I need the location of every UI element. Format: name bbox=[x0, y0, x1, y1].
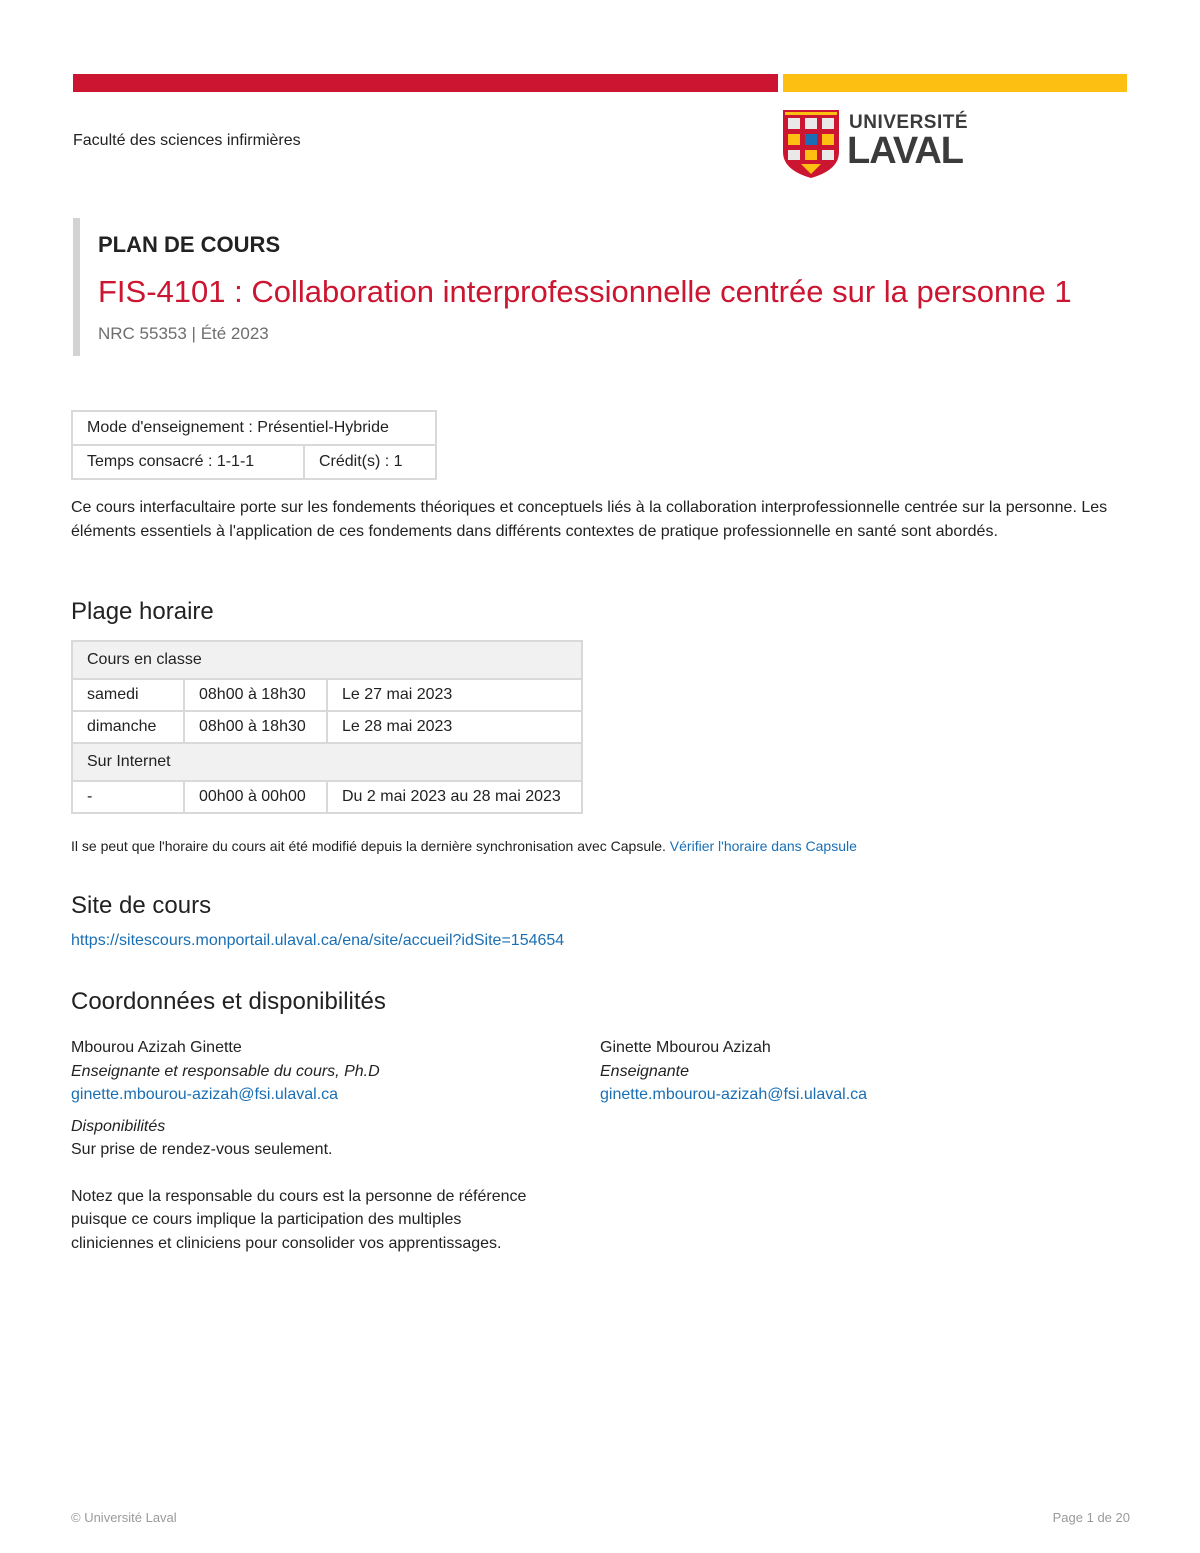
table-row bbox=[72, 445, 436, 479]
time-allocation-cell: Temps consacré : 1-1-1 bbox=[72, 445, 304, 479]
teaching-mode-table bbox=[71, 410, 437, 480]
coat-of-arms-icon bbox=[781, 108, 841, 180]
table-row bbox=[72, 411, 436, 445]
section-label: Cours en classe bbox=[72, 641, 582, 679]
course-title-block bbox=[73, 218, 1140, 356]
table-row bbox=[72, 679, 582, 711]
schedule-note-text: Il se peut que l'horaire du cours ait été modifié depuis la dernière synchronisation avec Capsule. bbox=[71, 838, 666, 854]
faculty-name: Faculté des sciences infirmières bbox=[73, 132, 301, 149]
date-cell: Le 27 mai 2023 bbox=[327, 679, 582, 711]
brand-bar-gold bbox=[783, 74, 1127, 92]
contacts-heading: Coordonnées et disponibilités bbox=[71, 988, 386, 1015]
contact-role: Enseignante et responsable du cours, Ph.D bbox=[71, 1062, 380, 1080]
schedule-note bbox=[71, 838, 857, 854]
footer-copyright: © Université Laval bbox=[71, 1510, 177, 1525]
contact-card bbox=[600, 1036, 1020, 1107]
availability-text: Sur prise de rendez-vous seulement. bbox=[71, 1141, 333, 1158]
verify-schedule-link[interactable]: Vérifier l'horaire dans Capsule bbox=[669, 838, 857, 854]
date-cell: Du 2 mai 2023 au 28 mai 2023 bbox=[327, 781, 582, 813]
brand-bar-red bbox=[73, 74, 778, 92]
contact-email-link[interactable]: ginette.mbourou-azizah@fsi.ulaval.ca bbox=[600, 1086, 868, 1103]
course-site-heading: Site de cours bbox=[71, 892, 212, 919]
date-cell: Le 28 mai 2023 bbox=[327, 711, 582, 743]
time-cell: 08h00 à 18h30 bbox=[184, 679, 327, 711]
table-section-row bbox=[72, 743, 582, 781]
contact-card bbox=[71, 1036, 531, 1255]
day-cell: - bbox=[72, 781, 184, 813]
contact-name: Mbourou Azizah Ginette bbox=[71, 1039, 242, 1056]
course-description: Ce cours interfacultaire porte sur les fondements théoriques et conceptuels liés à la collaboration interprofessionnelle centrée sur la personne. Les éléments essentiels à l'application de ces fondements dans différents contextes de pratique professionnelle en santé sont abordés. bbox=[71, 499, 1108, 540]
university-logo bbox=[781, 108, 969, 182]
logo-text-laval: LAVAL bbox=[847, 130, 964, 172]
teaching-mode-cell: Mode d'enseignement : Présentiel-Hybride bbox=[72, 411, 436, 445]
schedule-table bbox=[71, 640, 583, 814]
credits-cell: Crédit(s) : 1 bbox=[304, 445, 436, 479]
time-cell: 08h00 à 18h30 bbox=[184, 711, 327, 743]
page-number: Page 1 de 20 bbox=[1052, 1510, 1130, 1525]
table-row bbox=[72, 711, 582, 743]
table-row bbox=[72, 781, 582, 813]
table-section-row bbox=[72, 641, 582, 679]
document-type: PLAN DE COURS bbox=[98, 232, 281, 257]
course-site-link[interactable]: https://sitescours.monportail.ulaval.ca/ena/site/accueil?idSite=154654 bbox=[71, 932, 565, 949]
course-meta: NRC 55353 | Été 2023 bbox=[98, 324, 269, 343]
availability-label: Disponibilités bbox=[71, 1117, 166, 1135]
day-cell: dimanche bbox=[72, 711, 184, 743]
section-label: Sur Internet bbox=[72, 743, 582, 781]
course-title: FIS-4101 : Collaboration interprofessionnelle centrée sur la personne 1 bbox=[98, 274, 1072, 309]
logo-text-universite: UNIVERSITÉ bbox=[849, 112, 969, 133]
contact-remark: Notez que la responsable du cours est la personne de référence puisque ce cours implique la participation des multiples cliniciennes et cliniciens pour consolider vos apprentissages. bbox=[71, 1187, 527, 1252]
day-cell: samedi bbox=[72, 679, 184, 711]
contact-email-link[interactable]: ginette.mbourou-azizah@fsi.ulaval.ca bbox=[71, 1086, 339, 1103]
time-cell: 00h00 à 00h00 bbox=[184, 781, 327, 813]
contact-name: Ginette Mbourou Azizah bbox=[600, 1039, 771, 1056]
contact-role: Enseignante bbox=[600, 1062, 689, 1080]
schedule-heading: Plage horaire bbox=[71, 598, 214, 625]
